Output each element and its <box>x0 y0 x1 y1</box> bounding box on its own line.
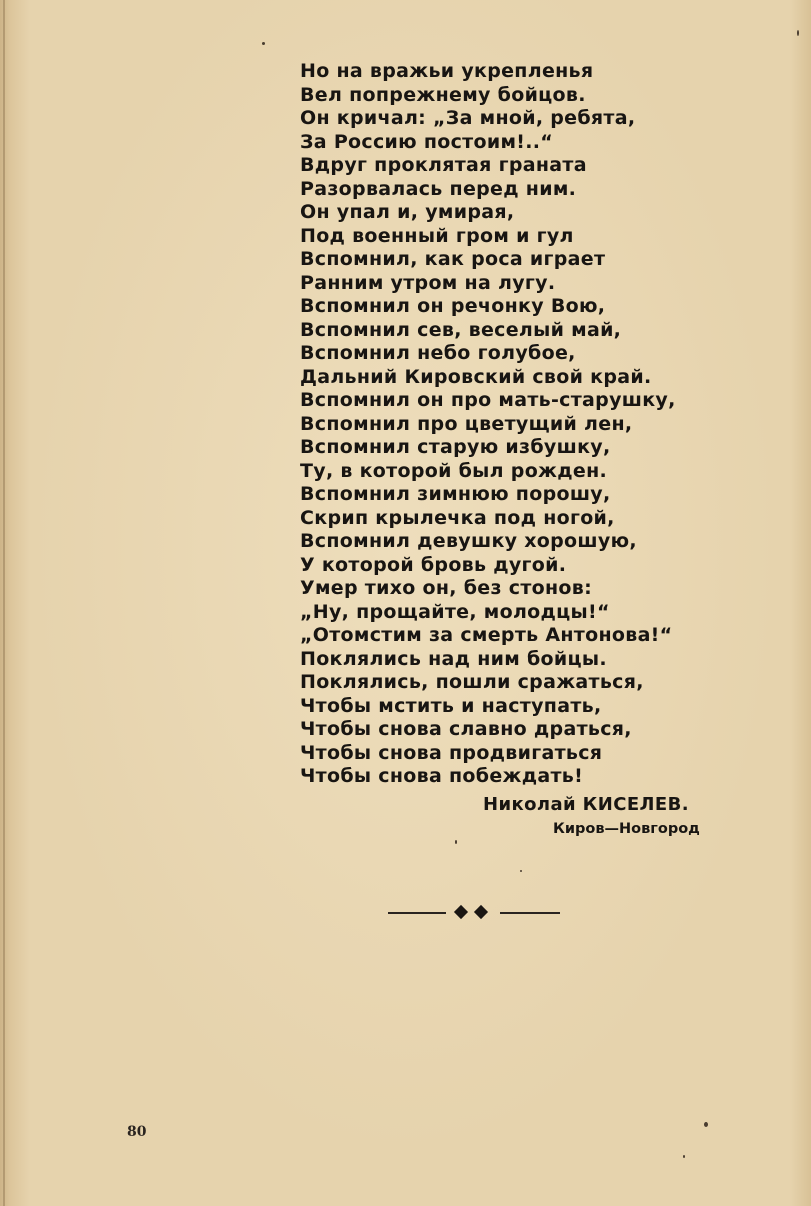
poem-line: Вдруг проклятая граната <box>300 154 587 176</box>
poem-line: Поклялись, пошли сражаться, <box>300 671 644 693</box>
diamond-ornament-icon <box>474 905 488 919</box>
poem-line: Чтобы снова продвигаться <box>300 741 603 764</box>
divider-rule-right <box>500 912 560 914</box>
paper-speck <box>520 870 522 872</box>
section-divider-ornament <box>388 902 560 924</box>
poem-line: Он упал и, умирая, <box>300 201 515 223</box>
poem-line: Разорвалась перед ним. <box>300 177 577 200</box>
poem-line: Дальний Кировский свой край. <box>300 365 652 388</box>
poem-line: У которой бровь дугой. <box>300 553 567 576</box>
poem-line: Вспомнил небо голубое, <box>300 342 576 364</box>
poem-line: Вел попрежнему бойцов. <box>300 83 586 106</box>
poem-line: За Россию постоим!..“ <box>300 130 554 153</box>
poem-line: „Отомстим за смерть Антонова!“ <box>300 624 673 646</box>
poem-line: Но на вражьи укрепленья <box>300 60 594 82</box>
poem-line: Вспомнил про цветущий лен, <box>300 412 633 435</box>
paper-speck <box>797 30 799 36</box>
poem-line: Вспомнил зимнюю порошу, <box>300 483 611 505</box>
poem-text <box>300 60 700 789</box>
paper-speck <box>262 42 265 45</box>
divider-rule-left <box>388 912 446 914</box>
poem-line: Вспомнил он про мать-старушку, <box>300 389 676 411</box>
poem-line: Он кричал: „За мной, ребята, <box>300 107 636 129</box>
paper-speck <box>704 1122 708 1127</box>
paper-speck <box>683 1155 685 1158</box>
poem-line: Ту, в которой был рожден. <box>300 459 608 482</box>
poem-line: Вспомнил сев, веселый май, <box>300 318 622 341</box>
poem-line: Чтобы снова славно драться, <box>300 718 632 740</box>
paper-speck <box>455 840 457 844</box>
poem-line: Умер тихо он, без стонов: <box>300 577 592 599</box>
page-number: 80 <box>127 1124 147 1140</box>
poem-line: Вспомнил он речонку Вою, <box>300 295 606 317</box>
author-location: Киров—Новгород <box>553 821 700 837</box>
diamond-ornament-icon <box>454 905 468 919</box>
page-edge-shadow <box>3 0 5 1206</box>
poem-line: Вспомнил, как роса играет <box>300 248 606 270</box>
poem-line: „Ну, прощайте, молодцы!“ <box>300 600 610 623</box>
poem-line: Вспомнил старую избушку, <box>300 436 611 458</box>
poem-line: Вспомнил девушку хорошую, <box>300 530 637 552</box>
poem-line: Поклялись над ним бойцы. <box>300 647 607 670</box>
poem-line: Скрип крылечка под ногой, <box>300 506 615 529</box>
poem-line: Чтобы мстить и наступать, <box>300 694 602 717</box>
author-name: Николай КИСЕЛЕВ. <box>483 794 689 815</box>
poem-line: Чтобы снова побеждать! <box>300 765 584 787</box>
poem-line: Ранним утром на лугу. <box>300 271 556 294</box>
poem-line: Под военный гром и гул <box>300 224 574 247</box>
